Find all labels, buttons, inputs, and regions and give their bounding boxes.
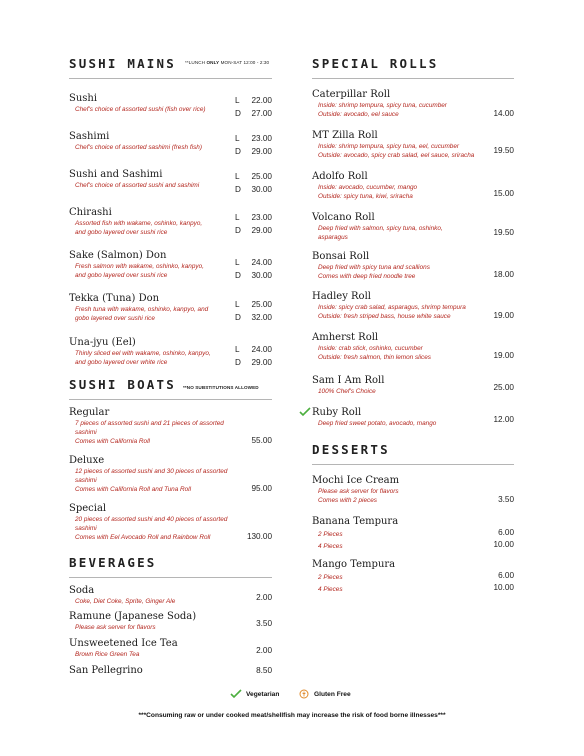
item-description: Assorted fish with wakame, oshinko, kanpyo, <box>75 220 203 227</box>
item-price: 12.00 <box>493 415 514 424</box>
price-value: 30.00 <box>251 185 272 194</box>
price-row <box>235 298 272 311</box>
price-row <box>235 224 272 237</box>
item-name: Sushi <box>69 93 98 104</box>
item-description: Inside: shrimp tempura, spicy tuna, cucumber <box>318 102 447 109</box>
item-description: Deep fried with salmon, spicy tuna, oshinko, <box>318 225 443 232</box>
price-row <box>235 256 272 269</box>
item-price: 10.00 <box>493 540 514 549</box>
item-description: Inside: avocado, cucumber, mango <box>318 184 418 191</box>
item-description: Please ask server for flavors <box>75 624 156 631</box>
sushi-mains-header <box>69 56 272 79</box>
item-description: Fresh tuna with wakame, oshinko, kanpyo, and <box>75 306 209 313</box>
item-price: 19.00 <box>493 311 514 320</box>
price-row <box>235 183 272 196</box>
price-value: 29.00 <box>251 226 272 235</box>
price-value: 25.00 <box>251 172 272 181</box>
wheat-circle-icon <box>299 689 309 699</box>
menu-item <box>312 88 514 119</box>
item-description: Comes with Eel Avocado Roll and Rainbow Roll <box>75 534 211 541</box>
section-title: DESSERTS <box>312 442 390 457</box>
item-price: 130.00 <box>246 532 272 541</box>
menu-item <box>312 129 514 160</box>
item-price: 95.00 <box>251 484 272 493</box>
item-price: 15.00 <box>493 189 514 198</box>
item-description: Deep fried sweet potato, avocado, mango <box>318 420 437 427</box>
item-description: and gobo layered over sushi rice <box>75 272 168 279</box>
menu-item <box>312 558 514 595</box>
item-price: 10.00 <box>493 583 514 592</box>
menu-item <box>312 170 514 201</box>
item-description: Outside: avocado, spicy crab salad, eel sauce, sriracha <box>318 152 475 159</box>
price-label: D <box>235 271 241 280</box>
menu-item <box>69 454 272 494</box>
item-price: 3.50 <box>256 619 272 628</box>
price-label: 4 Pieces <box>318 586 343 593</box>
price-label: D <box>235 109 241 118</box>
menu-item <box>312 211 514 242</box>
menu-item <box>69 502 272 542</box>
item-name: Caterpillar Roll <box>312 89 391 100</box>
item-price: 19.00 <box>493 351 514 360</box>
price-label: 2 Pieces <box>318 531 343 538</box>
menu-item <box>69 406 272 446</box>
item-description: Chef's choice of assorted sushi and sashimi <box>75 182 200 189</box>
sushi-boats-header <box>69 377 272 400</box>
item-description: sashimi <box>75 477 97 484</box>
item-description: Comes with 2 pieces <box>318 497 377 504</box>
menu-item <box>312 474 514 505</box>
item-price: 25.00 <box>493 383 514 392</box>
item-description: Inside: spicy crab salad, asparagus, shrimp tempura <box>318 304 466 311</box>
price-row <box>235 107 272 120</box>
item-description: Outside: fresh striped bass, house white sauce <box>318 313 451 320</box>
item-description: Comes with California Roll <box>75 438 150 445</box>
price-row <box>235 311 272 324</box>
menu-item <box>312 290 514 321</box>
item-description: Please ask server for flavors <box>318 488 399 495</box>
price-label: 4 Pieces <box>318 543 343 550</box>
section-title: SPECIAL ROLLS <box>312 56 439 71</box>
item-description: 12 pieces of assorted sushi and 30 pieces of assorted <box>75 468 228 475</box>
price-label: D <box>235 147 241 156</box>
price-value: 29.00 <box>251 147 272 156</box>
menu-item <box>312 515 514 552</box>
item-name: Unsweetened Ice Tea <box>69 638 178 649</box>
lunch-note: **LUNCH ONLY MON-SAT 12:00 - 2:30 <box>185 60 270 65</box>
price-row <box>235 269 272 282</box>
price-value: 29.00 <box>251 358 272 367</box>
price-row <box>312 571 514 583</box>
lunch-dinner-prices <box>235 343 272 369</box>
item-name: Ramune (Japanese Soda) <box>69 611 197 622</box>
price-row <box>235 170 272 183</box>
price-label: L <box>235 134 240 143</box>
price-row <box>312 540 514 552</box>
lunch-dinner-prices <box>235 132 272 158</box>
lunch-dinner-prices <box>235 256 272 282</box>
menu-item <box>69 610 272 632</box>
price-value: 27.00 <box>251 109 272 118</box>
price-label: D <box>235 358 241 367</box>
price-label: D <box>235 313 241 322</box>
lunch-dinner-prices <box>235 211 272 237</box>
menu-item <box>69 584 272 606</box>
desserts-header <box>312 442 514 465</box>
item-description: Outside: fresh salmon, thin lemon slices <box>318 354 431 361</box>
item-price: 2.00 <box>256 593 272 602</box>
item-price: 6.00 <box>498 528 514 537</box>
item-name: Una-jyu (Eel) <box>69 337 136 348</box>
beverages-header <box>69 555 272 578</box>
item-name: Adolfo Roll <box>312 171 368 182</box>
price-label: L <box>235 300 240 309</box>
item-description: Coke, Diet Coke, Sprite, Ginger Ale <box>75 598 176 605</box>
item-description: and gobo layered over sushi rice <box>75 229 168 236</box>
price-label: D <box>235 185 241 194</box>
item-description: Comes with deep fried noodle tree <box>318 273 416 280</box>
item-name: Tekka (Tuna) Don <box>69 293 160 304</box>
menu-item <box>312 406 514 428</box>
item-name: Soda <box>69 585 95 596</box>
item-name: Deluxe <box>69 455 105 466</box>
item-description: Comes with California Roll and Tuna Roll <box>75 486 192 493</box>
item-name: MT Zilla Roll <box>312 130 378 141</box>
price-row <box>235 145 272 158</box>
item-description: Chef's choice of assorted sushi (fish over rice) <box>75 106 206 113</box>
item-price: 6.00 <box>498 571 514 580</box>
item-price: 19.50 <box>493 146 514 155</box>
lunch-dinner-prices <box>235 298 272 324</box>
section-title: BEVERAGES <box>69 555 157 570</box>
item-name: Mochi Ice Cream <box>312 475 400 486</box>
item-name: Sake (Salmon) Don <box>69 250 167 261</box>
price-label: L <box>235 96 240 105</box>
section-title: SUSHI MAINS <box>69 56 176 71</box>
item-name: Banana Tempura <box>312 516 399 527</box>
price-value: 24.00 <box>251 258 272 267</box>
item-name: Volcano Roll <box>312 212 375 223</box>
price-row <box>312 528 514 540</box>
price-label: D <box>235 226 241 235</box>
item-name: Special <box>69 503 107 514</box>
item-price: 18.00 <box>493 270 514 279</box>
boats-note: **NO SUBSTITUTIONS ALLOWED <box>183 385 259 390</box>
special-rolls-header <box>312 56 514 79</box>
item-name: Sashimi <box>69 131 110 142</box>
menu-item <box>312 331 514 362</box>
item-description: Chef's choice of assorted sashimi (fresh fish) <box>75 144 202 151</box>
item-description: Outside: avocado, eel sauce <box>318 111 399 118</box>
item-name: Sam I Am Roll <box>312 375 385 386</box>
item-name: Amherst Roll <box>312 332 379 343</box>
price-row <box>235 132 272 145</box>
item-description: 20 pieces of assorted sushi and 40 pieces of assorted <box>75 516 228 523</box>
price-label: L <box>235 345 240 354</box>
item-name: Regular <box>69 407 110 418</box>
price-value: 22.00 <box>251 96 272 105</box>
price-value: 24.00 <box>251 345 272 354</box>
footer-disclaimer: ***Consuming raw or under cooked meat/shellfish may increase the risk of food borne illnesses*** <box>138 712 446 719</box>
item-description: gobo layered over sushi rice <box>75 315 155 322</box>
item-name: Mango Tempura <box>312 559 396 570</box>
price-label: 2 Pieces <box>318 574 343 581</box>
item-description: Brown Rice Green Tea <box>75 651 140 658</box>
menu-item <box>312 374 514 396</box>
price-row <box>235 356 272 369</box>
price-label: L <box>235 258 240 267</box>
menu-item <box>69 664 272 677</box>
price-value: 32.00 <box>251 313 272 322</box>
item-description: asparagus <box>318 234 348 241</box>
item-price: 3.50 <box>498 495 514 504</box>
price-label: L <box>235 213 240 222</box>
lunch-dinner-prices <box>235 170 272 196</box>
item-description: Outside: spicy tuna, kiwi, sriracha <box>318 193 413 200</box>
price-row <box>235 343 272 356</box>
menu-item <box>69 637 272 659</box>
item-description: Thinly sliced eel with wakame, oshinko, kanpyo, <box>75 350 211 357</box>
item-description: sashimi <box>75 525 97 532</box>
item-name: Ruby Roll <box>312 406 514 419</box>
price-row <box>235 94 272 107</box>
item-price: 19.50 <box>493 228 514 237</box>
item-price: 2.00 <box>256 646 272 655</box>
lunch-dinner-prices <box>235 94 272 120</box>
menu-item <box>312 250 514 281</box>
item-description: 7 pieces of assorted sushi and 21 pieces of assorted <box>75 420 224 427</box>
item-price: 14.00 <box>493 109 514 118</box>
legend <box>230 689 370 703</box>
item-description: and gobo layered over white rice <box>75 359 168 366</box>
item-name: Sushi and Sashimi <box>69 169 163 180</box>
legend-gluten-free: Gluten Free <box>314 691 351 698</box>
item-description: Inside: shrimp tempura, spicy tuna, eel, cucumber <box>318 143 460 150</box>
section-title: SUSHI BOATS <box>69 377 176 392</box>
item-name: Chirashi <box>69 207 112 218</box>
item-price: 8.50 <box>256 666 272 675</box>
item-description: 100% Chef's Choice <box>318 388 376 395</box>
item-description: Deep fried with spicy tuna and scallions <box>318 264 430 271</box>
item-description: sashimi <box>75 429 97 436</box>
price-row <box>235 211 272 224</box>
price-label: L <box>235 172 240 181</box>
leaf-check-icon <box>230 689 242 699</box>
leaf-check-icon <box>299 407 311 417</box>
price-row <box>312 583 514 595</box>
price-value: 25.00 <box>251 300 272 309</box>
item-name: Hadley Roll <box>312 291 371 302</box>
price-value: 23.00 <box>251 213 272 222</box>
item-description: Inside: crab stick, oshinko, cucumber <box>318 345 423 352</box>
item-description: Fresh salmon with wakame, oshinko, kanpyo, <box>75 263 204 270</box>
item-name: Bonsai Roll <box>312 251 370 262</box>
legend-vegetarian: Vegetarian <box>246 691 280 698</box>
price-value: 30.00 <box>251 271 272 280</box>
item-price: 55.00 <box>251 436 272 445</box>
price-value: 23.00 <box>251 134 272 143</box>
item-name: San Pellegrino <box>69 665 143 676</box>
